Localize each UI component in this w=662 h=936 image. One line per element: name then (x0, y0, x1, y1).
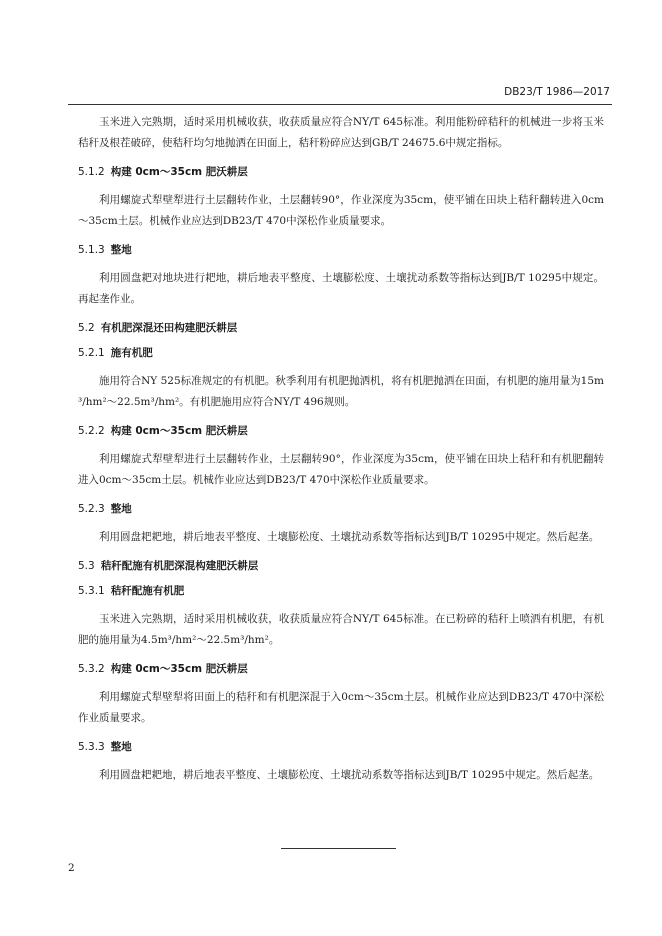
paragraph: 利用圆盘耙耙地，耕后地表平整度、土壤膨松度、土壤扰动系数等指标达到JB/T 10295中规定。然后起垄。 (99, 531, 600, 543)
section-heading (78, 243, 604, 257)
section-title: 整地 (110, 741, 132, 753)
end-of-content-line (281, 848, 396, 849)
section-heading (78, 321, 604, 335)
section-heading (78, 502, 604, 516)
section-title: 构建 0cm～35cm 肥沃耕层 (110, 663, 248, 675)
header-rule (68, 104, 612, 105)
section-heading (78, 424, 604, 438)
section-number: 5.3.1 (78, 585, 105, 597)
section-number: 5.3.2 (78, 663, 105, 675)
paragraph: 施用符合NY 525标准规定的有机肥。秋季利用有机肥抛洒机，将有机肥抛洒在田面，有机肥的施用量为15m³/hm²～22.5m³/hm²。有机肥施用应符合NY/T 496规则。 (78, 375, 604, 408)
section-number: 5.2.1 (78, 347, 105, 359)
section-number: 5.3.3 (78, 741, 105, 753)
paragraph: 玉米进入完熟期，适时采用机械收获，收获质量应符合NY/T 645标准。利用能粉碎秸秆的机械进一步将玉米秸秆及根茬破碎，使秸秆均匀地抛洒在田面上，秸秆粉碎应达到GB/T 24675.6中规定指标。 (78, 116, 604, 149)
section-title: 施有机肥 (110, 347, 153, 359)
section-title: 构建 0cm～35cm 肥沃耕层 (110, 166, 248, 178)
section-heading (78, 165, 604, 179)
document-id-header: DB23/T 1986—2017 (504, 86, 610, 98)
section-number: 5.2.3 (78, 503, 105, 515)
section-heading (78, 584, 604, 598)
section-number: 5.1.3 (78, 244, 105, 256)
section-title: 秸秆配施有机肥深混构建肥沃耕层 (100, 560, 259, 572)
paragraph: 利用圆盘耙对地块进行耙地，耕后地表平整度、土壤膨松度、土壤扰动系数等指标达到JB/T 10295中规定。再起垄作业。 (78, 272, 604, 305)
section-number: 5.3 (78, 560, 95, 572)
section-heading (78, 559, 604, 573)
section-number: 5.1.2 (78, 166, 105, 178)
section-heading (78, 662, 604, 676)
page-number: 2 (68, 862, 75, 874)
section-title: 整地 (110, 503, 132, 515)
section-title: 构建 0cm～35cm 肥沃耕层 (110, 425, 248, 437)
section-heading (78, 740, 604, 754)
paragraph: 利用螺旋式犁壁犁进行土层翻转作业，土层翻转90°，作业深度为35cm，使平铺在田块上秸秆翻转进入0cm～35cm土层。机械作业应达到DB23/T 470中深松作业质量要求。 (78, 194, 604, 227)
paragraph: 利用圆盘耙耙地，耕后地表平整度、土壤膨松度、土壤扰动系数等指标达到JB/T 10295中规定。然后起垄。 (99, 769, 600, 781)
document-body (78, 112, 604, 797)
section-heading (78, 346, 604, 360)
section-title: 整地 (110, 244, 132, 256)
section-number: 5.2.2 (78, 425, 105, 437)
section-number: 5.2 (78, 322, 95, 334)
paragraph: 利用螺旋式犁壁犁进行土层翻转作业，土层翻转90°，作业深度为35cm，使平铺在田块上秸秆和有机肥翻转进入0cm～35cm土层。机械作业应达到DB23/T 470中深松作业质量要求。 (78, 453, 604, 486)
section-title: 有机肥深混还田构建肥沃耕层 (100, 322, 238, 334)
section-title: 秸秆配施有机肥 (110, 585, 185, 597)
paragraph: 利用螺旋式犁壁犁将田面上的秸秆和有机肥深混于入0cm～35cm土层。机械作业应达到DB23/T 470中深松作业质量要求。 (78, 691, 604, 724)
paragraph: 玉米进入完熟期，适时采用机械收获，收获质量应符合NY/T 645标准。在已粉碎的秸秆上喷洒有机肥，有机肥的施用量为4.5m³/hm²～22.5m³/hm²。 (78, 613, 604, 646)
